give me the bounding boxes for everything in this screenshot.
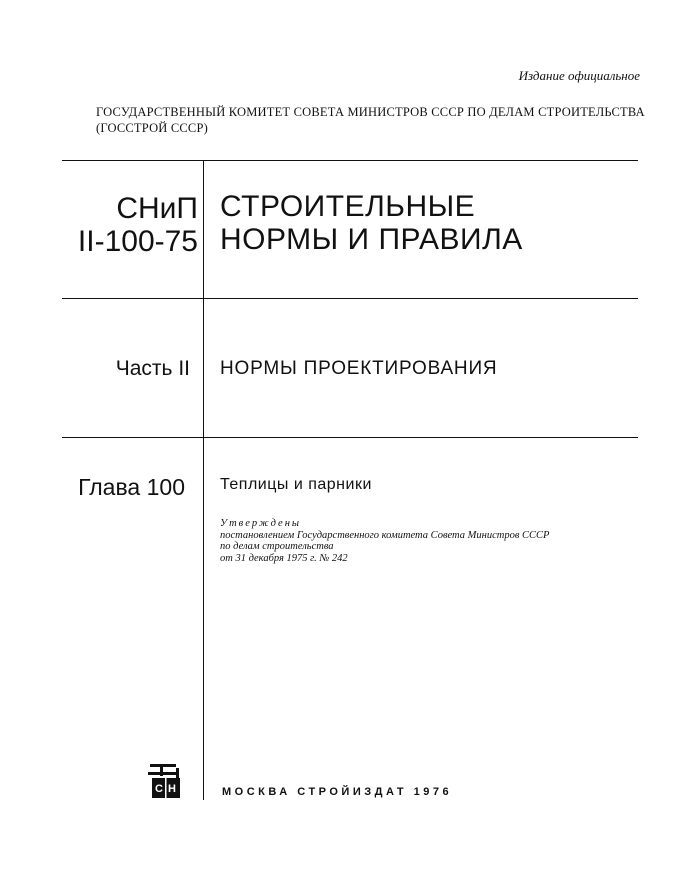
document-title [220, 190, 523, 256]
committee-line-1: ГОСУДАРСТВЕННЫЙ КОМИТЕТ СОВЕТА МИНИСТРОВ СССР ПО ДЕЛАМ СТРОИТЕЛЬСТВА [96, 105, 645, 119]
top-rule [62, 160, 638, 161]
approval-line-3: от 31 декабря 1975 г. № 242 [220, 552, 348, 564]
part-label: Часть II [115, 357, 190, 380]
column-divider [203, 160, 204, 800]
publisher-line: МОСКВА СТРОЙИЗДАТ 1976 [222, 786, 453, 798]
logo-graphic [146, 762, 186, 802]
code-line-2: II-100-75 [77, 225, 198, 258]
chapter-title: Теплицы и парники [220, 476, 372, 493]
issuing-committee [96, 104, 656, 136]
chapter-label: Глава 100 [78, 474, 185, 500]
committee-line-2: (ГОССТРОЙ СССР) [96, 121, 208, 135]
logo-letters: СН [155, 783, 181, 795]
middle-rule [62, 298, 638, 299]
document-code [0, 192, 198, 258]
part-title: НОРМЫ ПРОЕКТИРОВАНИЯ [220, 358, 498, 379]
footer-tick [203, 784, 204, 800]
edition-note: Издание официальное [518, 68, 640, 83]
code-line-1: СНиП [116, 192, 198, 225]
approval-line-2: по делам строительства [220, 541, 334, 552]
lower-rule [62, 437, 638, 438]
approval-heading: Утверждены [220, 518, 302, 529]
approval-line-1: постановлением Государственного комитета Совета Министров СССР [220, 529, 550, 541]
approval-note [220, 518, 640, 564]
title-line-2: НОРМЫ И ПРАВИЛА [220, 223, 523, 256]
title-line-1: СТРОИТЕЛЬНЫЕ [220, 190, 476, 223]
stroyizdat-logo-icon [146, 762, 186, 802]
